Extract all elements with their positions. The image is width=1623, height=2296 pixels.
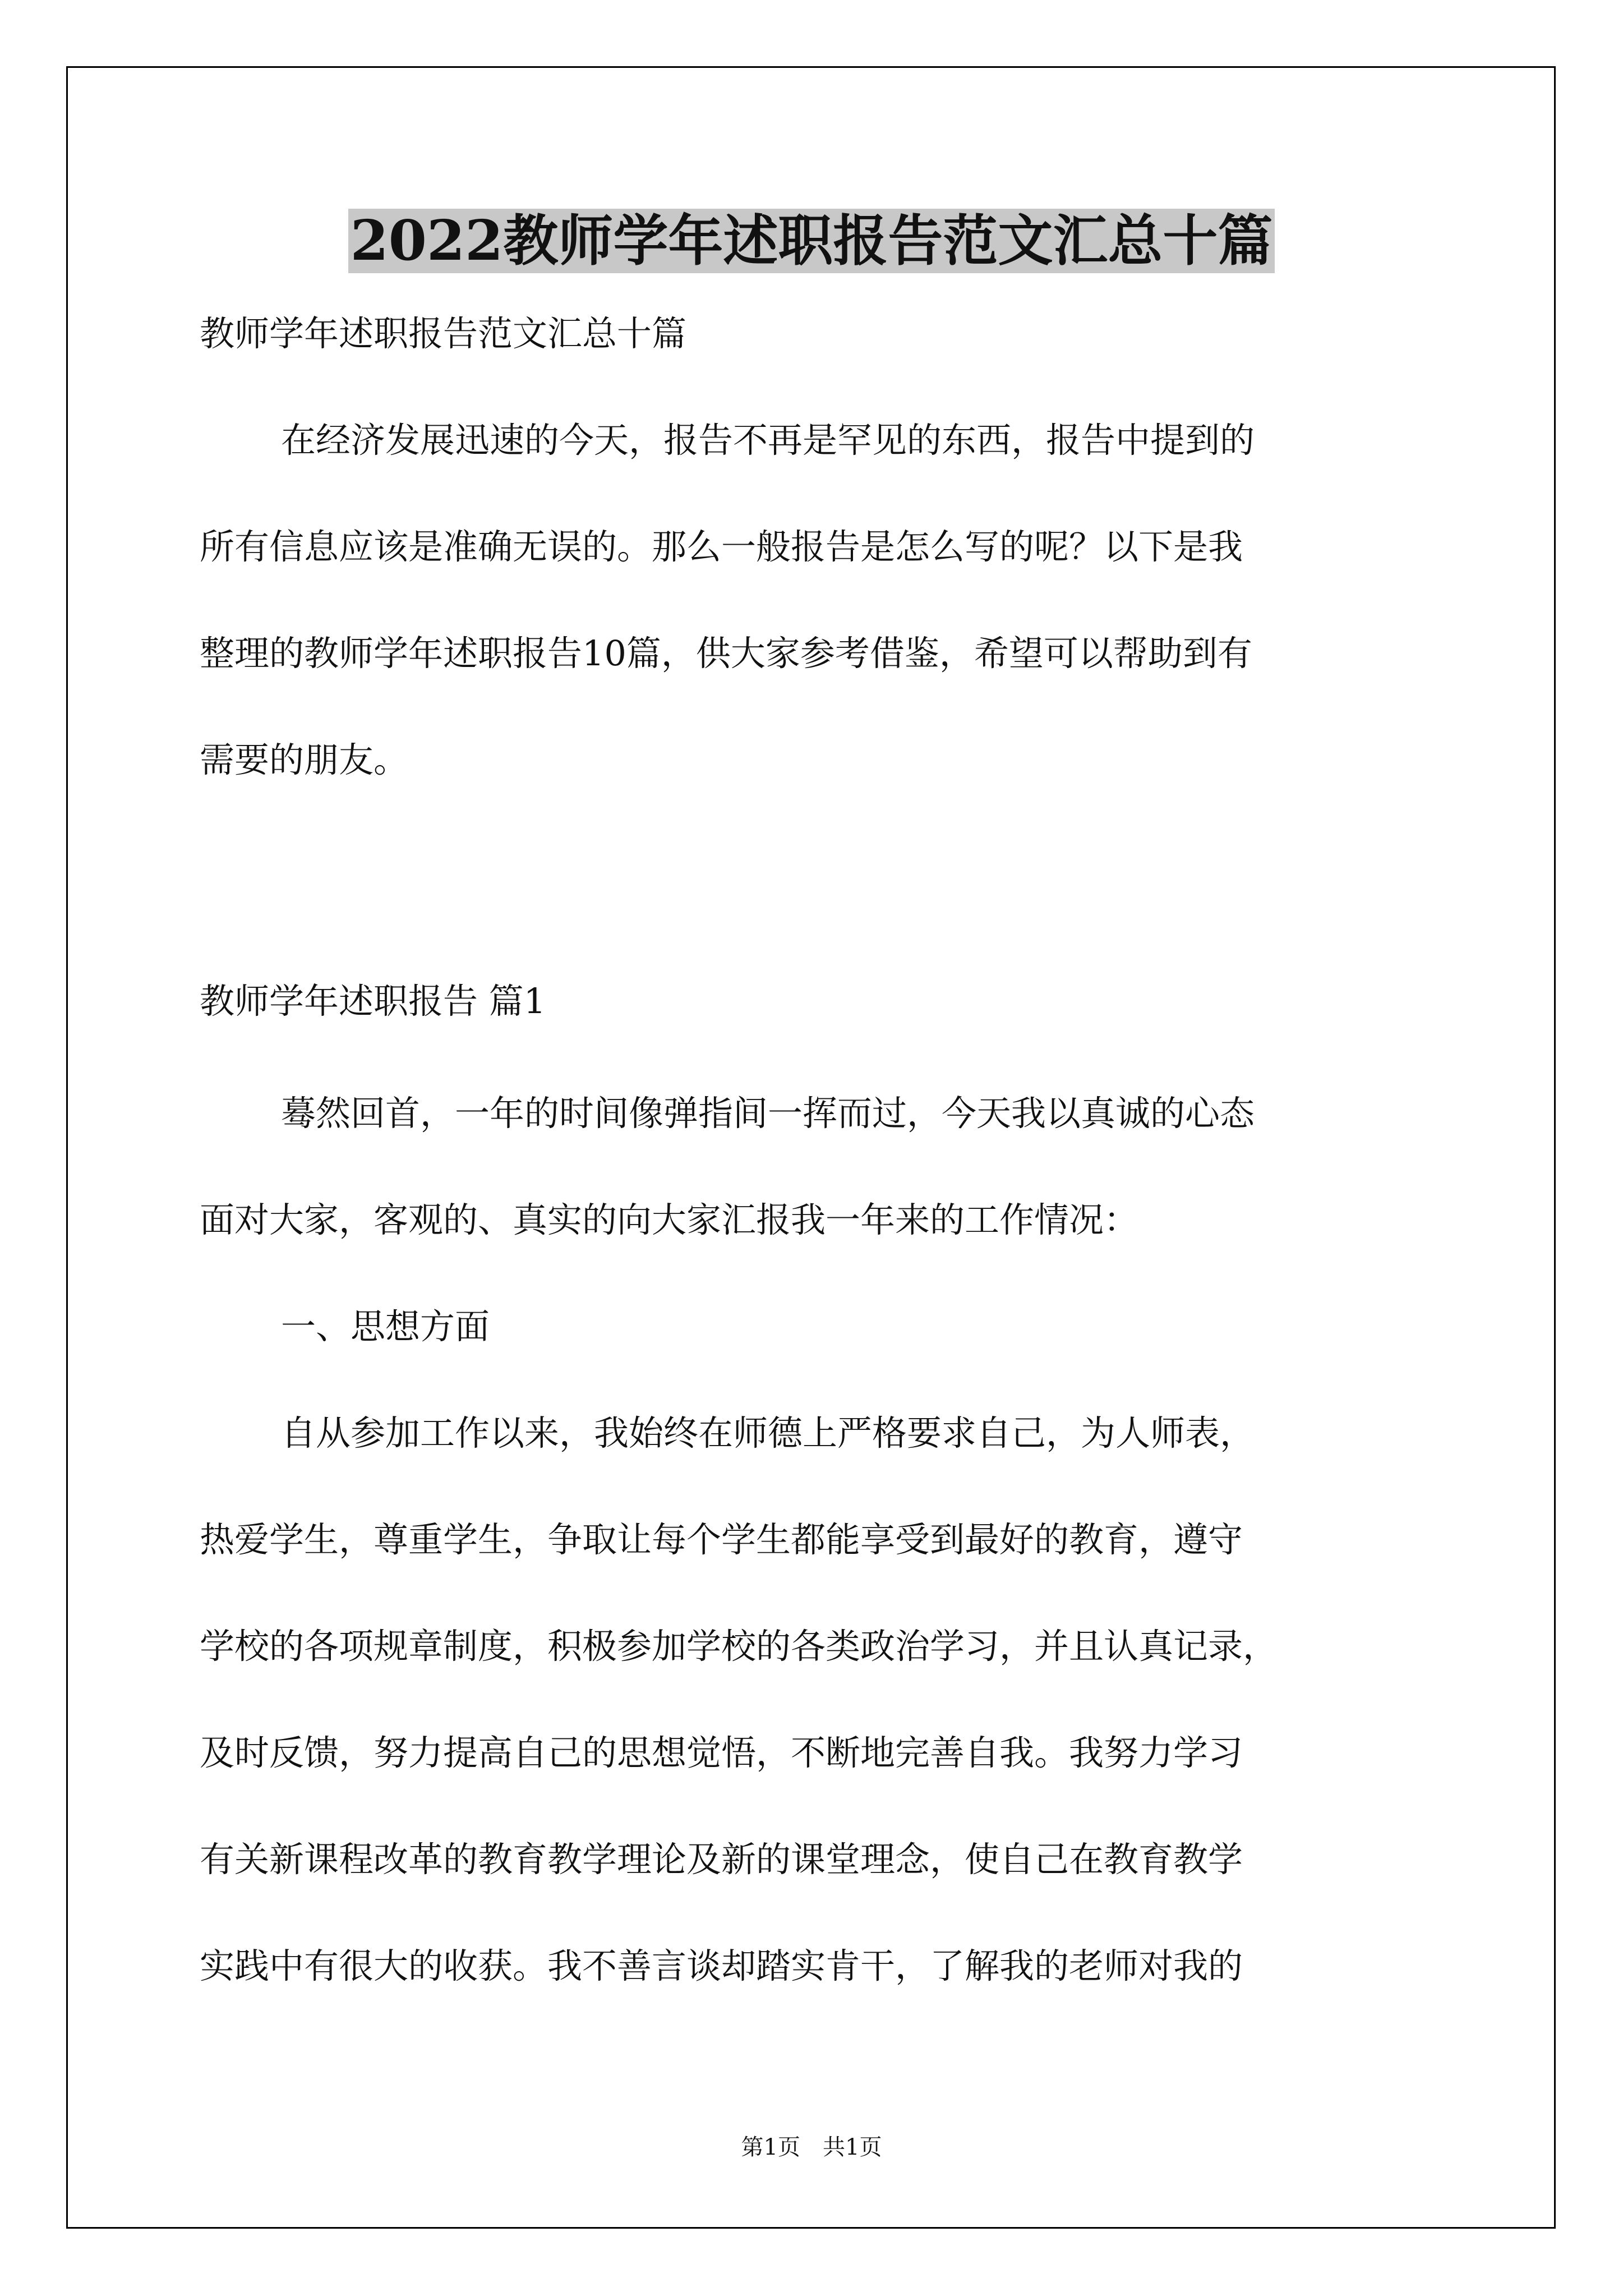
page-border [66,66,1556,2229]
document-title-text: 2022教师学年述职报告范文汇总十篇 [348,209,1275,273]
paragraph-line: 自从参加工作以来，我始终在师德上严格要求自己，为人师表， [281,1412,1255,1453]
paragraph-line: 热爱学生，尊重学生，争取让每个学生都能享受到最好的教育，遵守 [200,1519,1243,1560]
intro-line: 整理的教师学年述职报告10篇，供大家参考借鉴，希望可以帮助到有 [200,633,1252,674]
subsection-heading: 一、思想方面 [281,1306,490,1347]
paragraph-line: 有关新课程改革的教育教学理论及新的课堂理念，使自己在教育教学 [200,1839,1243,1880]
paragraph-line: 学校的各项规章制度，积极参加学校的各类政治学习，并且认真记录， [200,1626,1278,1667]
paragraph-line: 及时反馈，努力提高自己的思想觉悟，不断地完善自我。我努力学习 [200,1732,1243,1773]
document-title [0,203,1623,279]
intro-line: 在经济发展迅速的今天，报告不再是罕见的东西，报告中提到的 [281,420,1255,461]
paragraph-line: 面对大家，客观的、真实的向大家汇报我一年来的工作情况： [200,1199,1139,1240]
paragraph-line: 蓦然回首，一年的时间像弹指间一挥而过，今天我以真诚的心态 [281,1093,1255,1134]
intro-line: 需要的朋友。 [200,739,409,780]
document-subtitle: 教师学年述职报告范文汇总十篇 [200,313,687,354]
intro-line: 所有信息应该是准确无误的。那么一般报告是怎么写的呢？以下是我 [200,526,1243,567]
paragraph-line: 实践中有很大的收获。我不善言谈却踏实肯干，了解我的老师对我的 [200,1945,1243,1986]
page-footer: 第1页 共1页 [741,2134,882,2160]
section-heading: 教师学年述职报告 篇1 [200,981,546,1022]
